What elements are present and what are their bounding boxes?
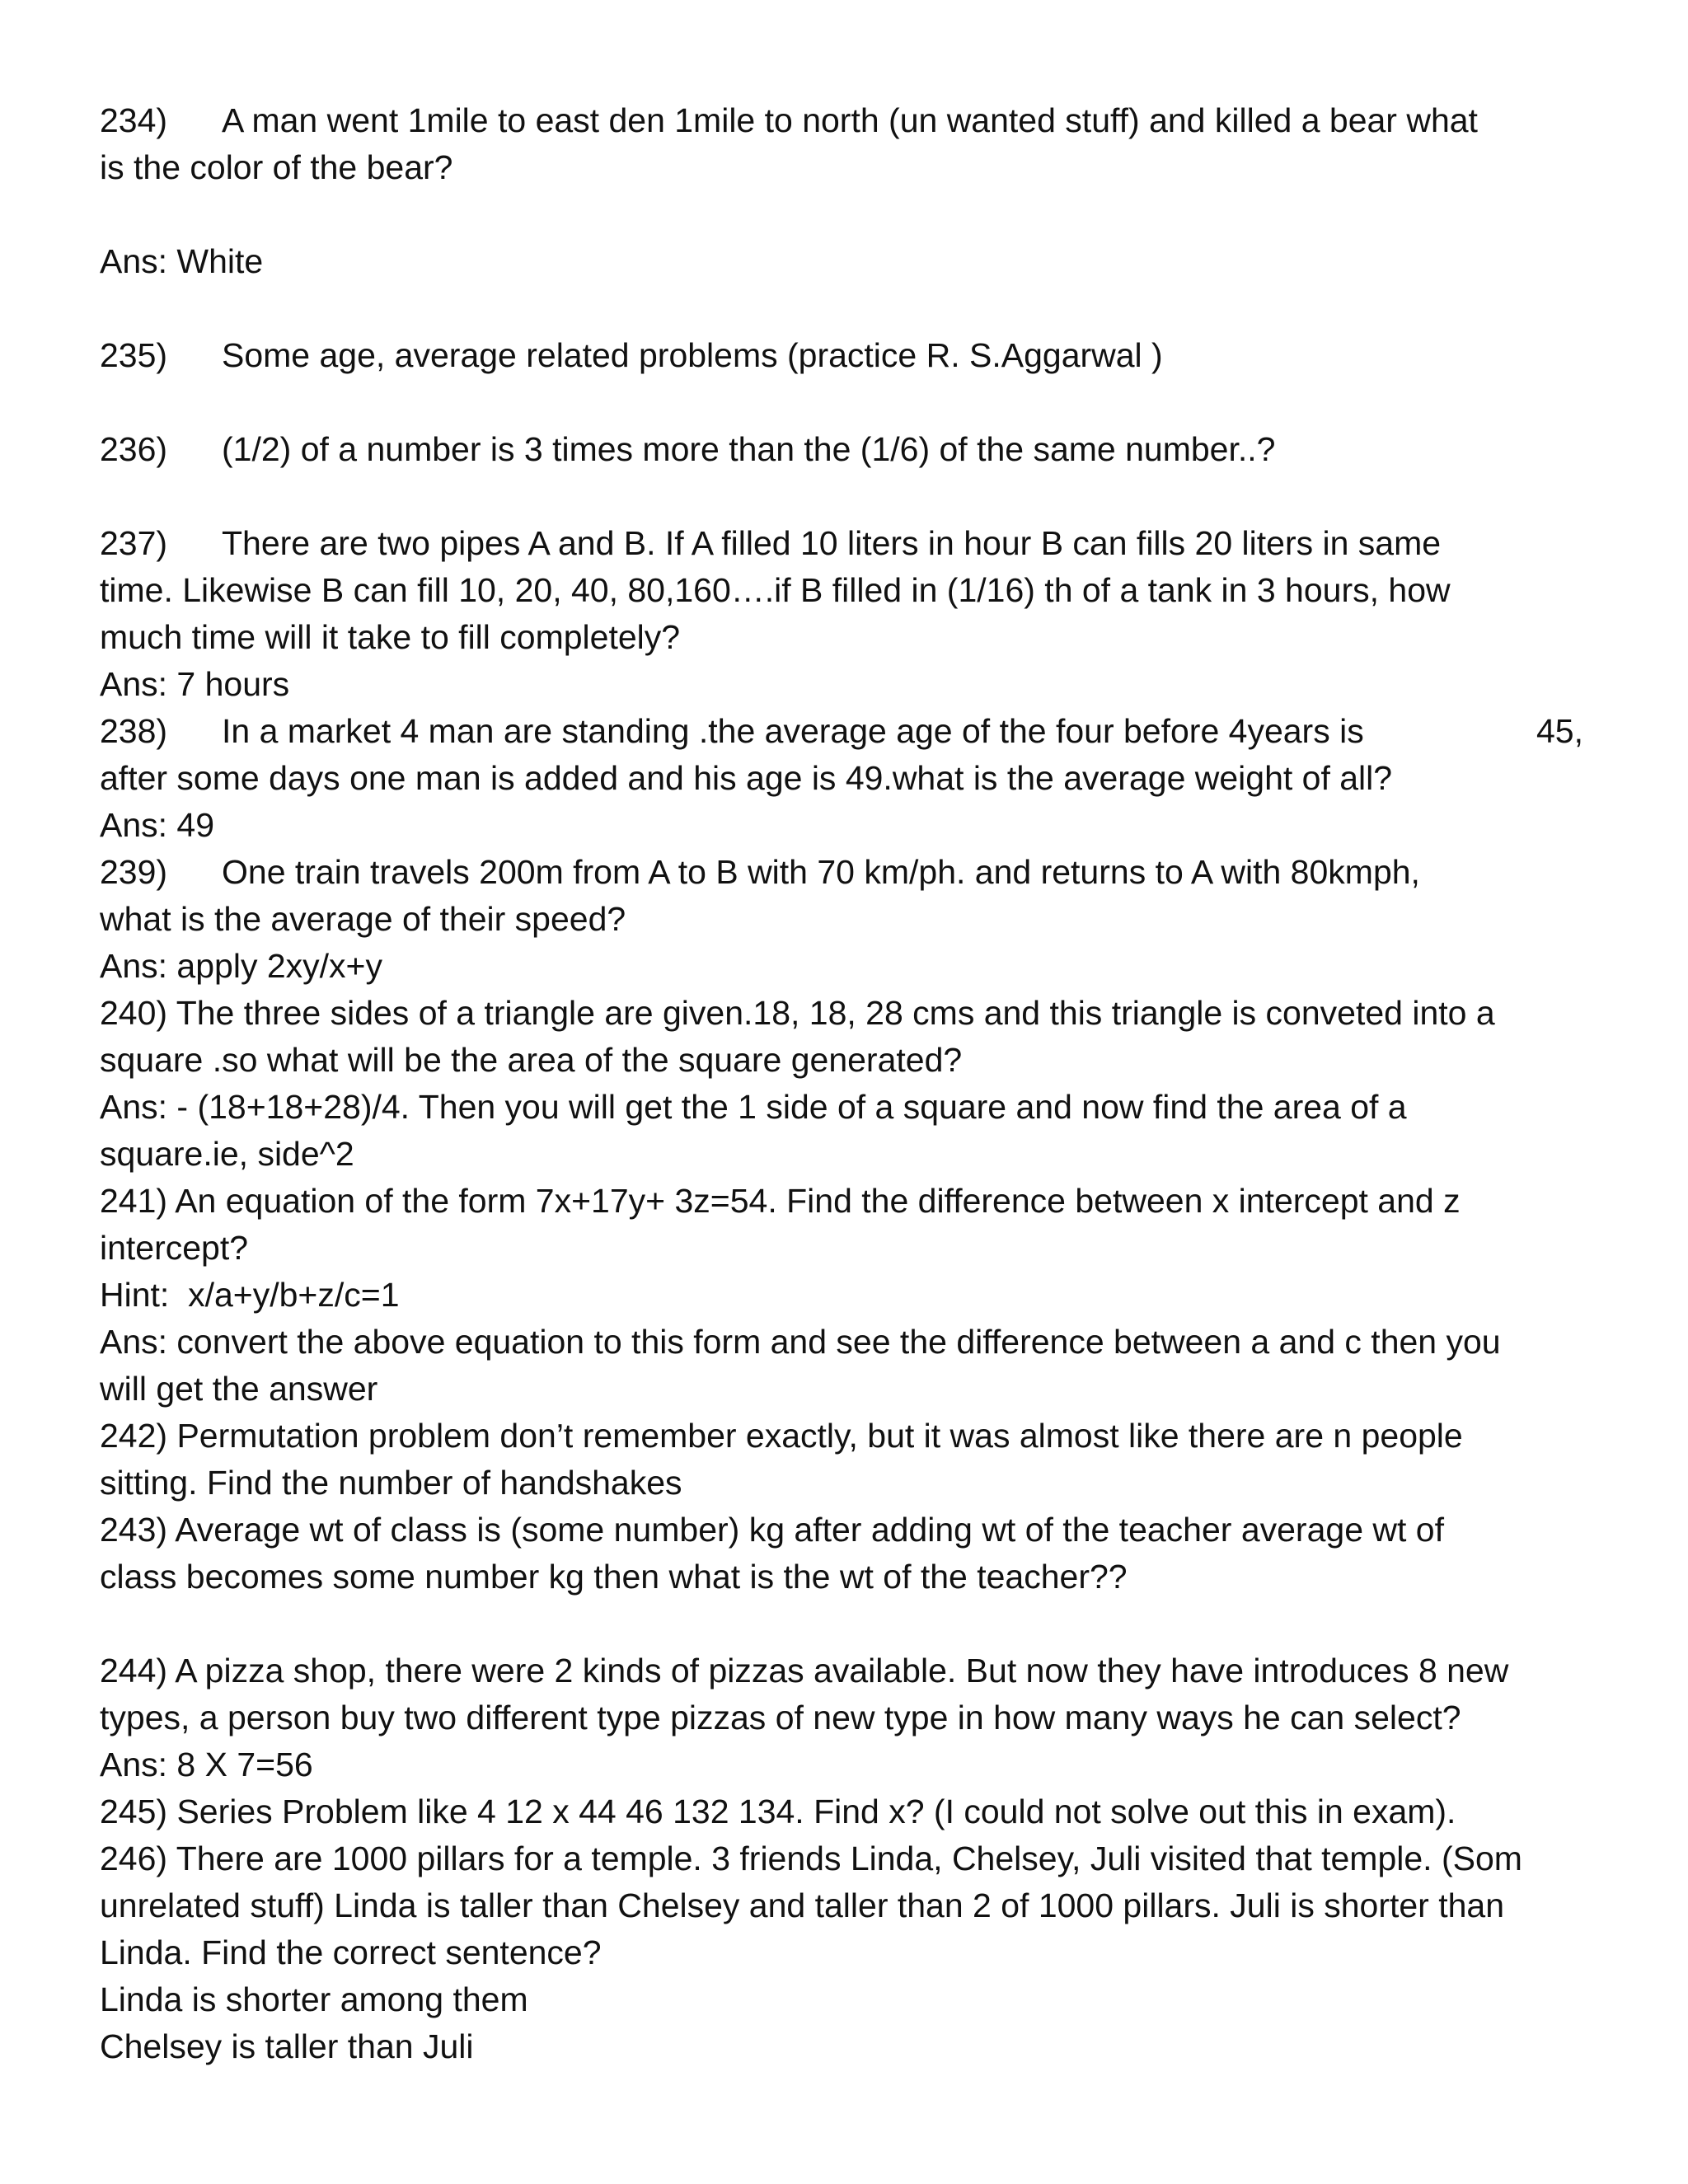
spacer bbox=[100, 379, 1600, 426]
question-239-number: 239) bbox=[100, 853, 168, 891]
spacer bbox=[100, 285, 1600, 332]
question-243-line-1: 243) Average wt of class is (some number) kg after adding wt of the teacher average wt of bbox=[100, 1511, 1444, 1549]
question-238-left bbox=[100, 708, 1364, 755]
spacer bbox=[100, 191, 1600, 238]
question-234-text: A man went 1mile to east den 1mile to north (un wanted stuff) and killed a bear what bbox=[222, 101, 1478, 139]
question-241-line-2: intercept? bbox=[100, 1229, 249, 1267]
question-241-answer-line-1: Ans: convert the above equation to this form and see the difference between a and c then you bbox=[100, 1323, 1501, 1361]
question-246-line-3: Linda. Find the correct sentence? bbox=[100, 1933, 602, 1971]
question-241-answer-line-2: will get the answer bbox=[100, 1370, 378, 1408]
question-239-text: One train travels 200m from A to B with 70 km/ph. and returns to A with 80kmph, bbox=[222, 853, 1420, 891]
question-238-line-1 bbox=[100, 708, 1583, 755]
question-236-number: 236) bbox=[100, 430, 168, 468]
question-235-line-1 bbox=[100, 332, 1600, 379]
question-236-text: (1/2) of a number is 3 times more than the (1/6) of the same number..? bbox=[222, 430, 1276, 468]
question-236-line-1 bbox=[100, 426, 1600, 473]
document-body bbox=[100, 97, 1600, 2070]
question-246-line-1: 246) There are 1000 pillars for a temple. 3 friends Linda, Chelsey, Juli visited that temple. (Som bbox=[100, 1840, 1522, 1877]
question-244-answer: Ans: 8 X 7=56 bbox=[100, 1746, 313, 1783]
question-238-answer: Ans: 49 bbox=[100, 806, 215, 844]
question-240-line-2: square .so what will be the area of the square generated? bbox=[100, 1041, 963, 1079]
question-239-answer: Ans: apply 2xy/x+y bbox=[100, 947, 382, 985]
question-238-line-2: after some days one man is added and his age is 49.what is the average weight of all? bbox=[100, 759, 1393, 797]
question-234-line-1 bbox=[100, 97, 1600, 144]
question-234-number: 234) bbox=[100, 101, 168, 139]
question-246-option-2: Chelsey is taller than Juli bbox=[100, 2027, 474, 2065]
question-246-line-2: unrelated stuff) Linda is taller than Chelsey and taller than 2 of 1000 pillars. Juli is shorter than bbox=[100, 1886, 1505, 1924]
question-243-line-2: class becomes some number kg then what is the wt of the teacher?? bbox=[100, 1558, 1128, 1596]
question-237-number: 237) bbox=[100, 524, 168, 562]
question-234-answer: Ans: White bbox=[100, 242, 264, 280]
question-238-number: 238) bbox=[100, 712, 168, 750]
question-241-line-1: 241) An equation of the form 7x+17y+ 3z=54. Find the difference between x intercept and z bbox=[100, 1182, 1461, 1220]
question-240-answer-line-1: Ans: - (18+18+28)/4. Then you will get the 1 side of a square and now find the area of a bbox=[100, 1088, 1407, 1126]
question-244-line-2: types, a person buy two different type pizzas of new type in how many ways he can select? bbox=[100, 1699, 1461, 1736]
question-242-line-1: 242) Permutation problem don’t remember exactly, but it was almost like there are n people bbox=[100, 1417, 1463, 1455]
question-235-text: Some age, average related problems (practice R. S.Aggarwal ) bbox=[222, 336, 1163, 374]
question-237-line-3: much time will it take to fill completely? bbox=[100, 618, 681, 656]
question-235-number: 235) bbox=[100, 336, 168, 374]
question-244-line-1: 244) A pizza shop, there were 2 kinds of pizzas available. But now they have introduces 8 new bbox=[100, 1652, 1509, 1690]
question-238-trailing-value: 45, bbox=[1536, 712, 1583, 750]
question-245-line-1: 245) Series Problem like 4 12 x 44 46 132 134. Find x? (I could not solve out this in exam). bbox=[100, 1793, 1456, 1830]
question-237-answer: Ans: 7 hours bbox=[100, 665, 290, 703]
spacer bbox=[100, 1601, 1600, 1647]
question-234-line-2: is the color of the bear? bbox=[100, 148, 453, 186]
question-241-hint: Hint: x/a+y/b+z/c=1 bbox=[100, 1276, 400, 1314]
question-240-line-1: 240) The three sides of a triangle are given.18, 18, 28 cms and this triangle is conveted into a bbox=[100, 994, 1495, 1032]
question-239-line-2: what is the average of their speed? bbox=[100, 900, 626, 938]
question-237-line-2: time. Likewise B can fill 10, 20, 40, 80,160….if B filled in (1/16) th of a tank in 3 hours, how bbox=[100, 571, 1451, 609]
question-237-text: There are two pipes A and B. If A filled 10 liters in hour B can fills 20 liters in same bbox=[222, 524, 1442, 562]
question-246-option-1: Linda is shorter among them bbox=[100, 1980, 528, 2018]
question-239-line-1 bbox=[100, 849, 1600, 896]
question-240-answer-line-2: square.ie, side^2 bbox=[100, 1135, 354, 1173]
spacer bbox=[100, 473, 1600, 520]
question-237-line-1 bbox=[100, 520, 1600, 567]
question-242-line-2: sitting. Find the number of handshakes bbox=[100, 1464, 682, 1502]
question-238-text: In a market 4 man are standing .the average age of the four before 4years is bbox=[222, 712, 1364, 750]
